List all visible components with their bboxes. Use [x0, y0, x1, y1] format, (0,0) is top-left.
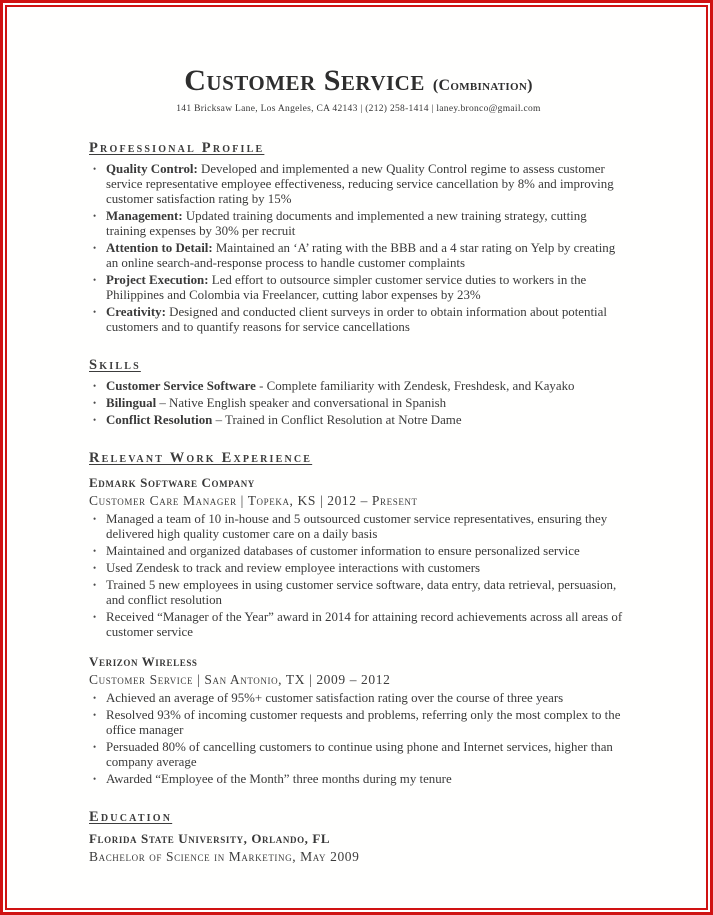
bullet-item: • Persuaded 80% of cancelling customers to continue using phone and Internet services, higher than company average — [106, 740, 628, 770]
section-education — [89, 809, 628, 865]
bullet-item: • Awarded “Employee of the Month” three months during my tenure — [106, 772, 628, 787]
role-line: Customer Service | San Antonio, TX | 2009 – 2012 — [89, 671, 391, 687]
profile-bullet-list — [89, 162, 628, 335]
section-professional-profile — [89, 140, 628, 335]
contact-line: 141 Bricksaw Lane, Los Angeles, CA 42143 | (212) 258-1414 | laney.bronco@gmail.com — [176, 103, 541, 114]
bullet-text: – Trained in Conflict Resolution at Notre Dame — [212, 412, 462, 427]
degree-line: Bachelor of Science in Marketing, May 2009 — [89, 848, 360, 864]
bullet-item: • Maintained and organized databases of customer information to ensure personalized service — [106, 544, 628, 559]
bullet-item — [106, 413, 628, 428]
bullet-item: • Trained 5 new employees in using customer service software, data entry, data retrieval, persuasion, and conflict resolution — [106, 578, 628, 608]
job-entry-verizon — [89, 654, 628, 787]
bullet-item — [106, 396, 628, 411]
bullet-lead: Customer Service Software — [106, 378, 256, 393]
bullet-text: Developed and implemented a new Quality Control regime to assess customer service representative employee effectiveness, reducing service cancellation by 8% and improving customer satisfaction rating by 15% — [106, 161, 614, 206]
company-name: Edmark Software Company — [89, 474, 255, 490]
bullet-item — [106, 241, 628, 271]
bullet-text: Updated training documents and implemented a new training strategy, cutting training expenses by 30% per recruit — [106, 208, 587, 238]
section-heading-education: Education — [89, 808, 173, 825]
resume-title — [89, 65, 628, 97]
bullet-item: • Managed a team of 10 in-house and 5 outsourced customer service representatives, ensuring they delivered high quality customer care on a daily basis — [106, 512, 628, 542]
title-suffix: (Combination) — [432, 77, 533, 94]
bullet-item — [106, 305, 628, 335]
bullet-item: • Used Zendesk to track and review employee interactions with customers — [106, 561, 628, 576]
school-name: Florida State University, Orlando, FL — [89, 830, 331, 846]
bullet-item: • Achieved an average of 95%+ customer satisfaction rating over the course of three years — [106, 691, 628, 706]
title-text: Customer Service — [184, 64, 425, 97]
bullet-text: – Native English speaker and conversational in Spanish — [156, 395, 447, 410]
section-skills — [89, 357, 628, 428]
bullet-text: Designed and conducted client surveys in order to obtain information about potential customers and to quantify reasons for service cancellations — [106, 304, 607, 334]
bullet-lead: Bilingual — [106, 395, 157, 410]
bullet-text: Maintained an ‘A’ rating with the BBB and a 4 star rating on Yelp by creating an online search-and-response process to handle customer complaints — [106, 240, 616, 270]
bullet-item — [106, 273, 628, 303]
skills-bullet-list — [89, 379, 628, 428]
bullet-text: - Complete familiarity with Zendesk, Freshdesk, and Kayako — [255, 378, 575, 393]
job-bullet-list — [89, 512, 628, 640]
bullet-item — [106, 209, 628, 239]
job-entry-edmark — [89, 475, 628, 640]
section-heading-skills: Skills — [89, 356, 141, 373]
bullet-item: • Resolved 93% of incoming customer requests and problems, referring only the most complex to the office manager — [106, 708, 628, 738]
section-work-experience — [89, 450, 628, 787]
bullet-lead: Quality Control: — [106, 161, 198, 176]
bullet-lead: Attention to Detail: — [106, 240, 213, 255]
bullet-text: Led effort to outsource simpler customer service duties to workers in the Philippines and Colombia via Freelancer, cutting labor expenses by 23% — [106, 272, 587, 302]
bullet-item — [106, 379, 628, 394]
company-name: Verizon Wireless — [89, 653, 198, 669]
resume-header — [89, 65, 628, 114]
bullet-lead: Creativity: — [106, 304, 166, 319]
job-bullet-list — [89, 691, 628, 787]
role-line: Customer Care Manager | Topeka, KS | 2012 – Present — [89, 492, 418, 508]
section-heading-professional-profile: Professional Profile — [89, 139, 265, 156]
bullet-lead: Management: — [106, 208, 183, 223]
bullet-lead: Conflict Resolution — [106, 412, 213, 427]
bullet-lead: Project Execution: — [106, 272, 209, 287]
section-heading-work-experience: Relevant Work Experience — [89, 449, 313, 466]
bullet-item — [106, 162, 628, 207]
bullet-item: • Received “Manager of the Year” award in 2014 for attaining record achievements across all areas of customer service — [106, 610, 628, 640]
